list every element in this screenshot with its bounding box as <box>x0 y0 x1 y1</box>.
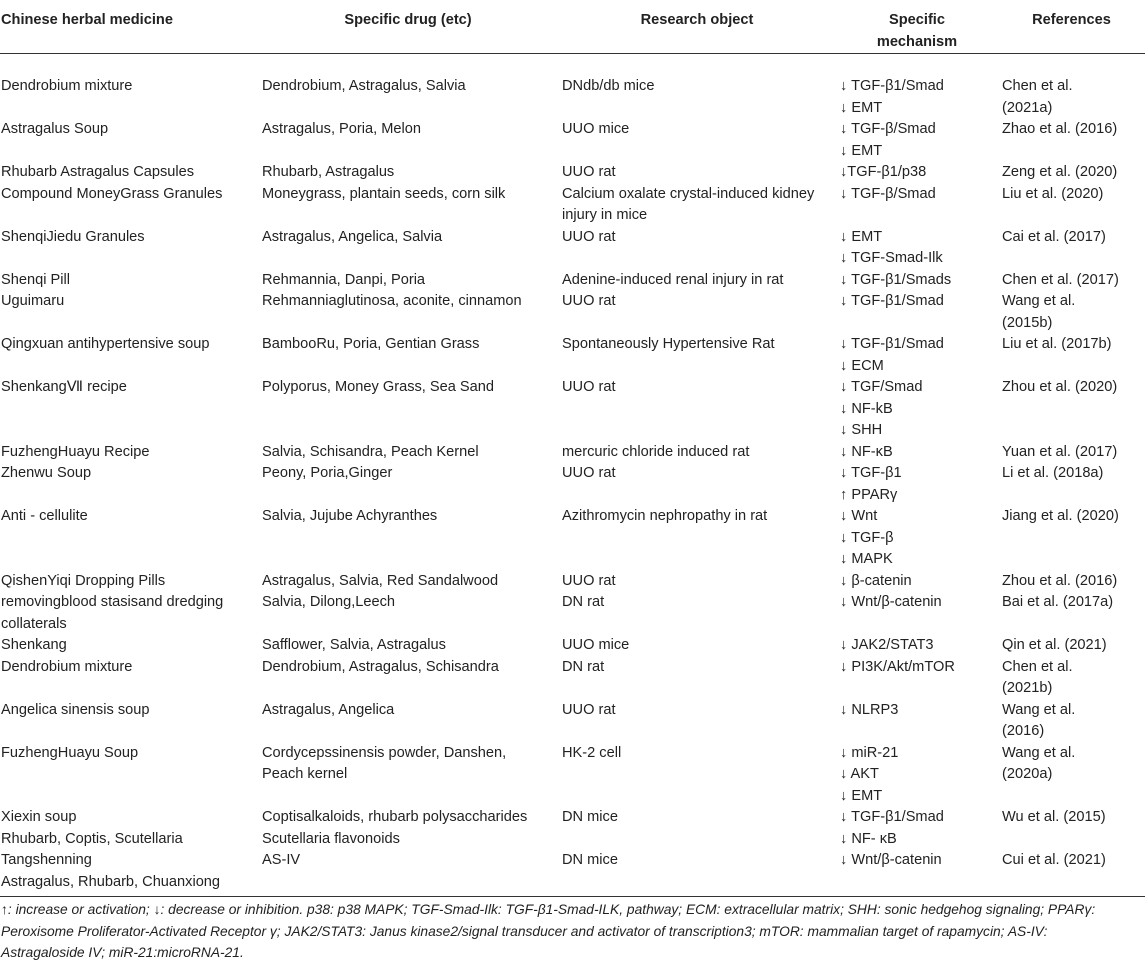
cell-reference-line: Liu et al. (2020) <box>1002 185 1104 202</box>
cell-drug-line: Astragalus, Angelica <box>262 701 395 718</box>
cell-research-object <box>558 700 836 743</box>
cell-research-object-line: UUO rat <box>562 164 616 180</box>
cell-mechanism <box>836 700 998 743</box>
cell-research-object-line: DN mice <box>562 809 618 825</box>
cell-drug-line: Rehmanniaglutinosa, aconite, cinnamon <box>262 293 522 309</box>
cell-drug <box>258 119 558 162</box>
cell-mechanism-line: ↓TGF-β1/p38 <box>840 164 927 180</box>
cell-drug-line: Safflower, Salvia, Astragalus <box>262 637 446 653</box>
cell-research-object-line: mercuric chloride induced rat <box>562 443 750 460</box>
cell-reference-line: Wang et al. <box>1002 293 1076 309</box>
cell-drug-line: Peony, Poria,Ginger <box>262 465 393 481</box>
table-body <box>0 54 1145 897</box>
cell-reference <box>998 463 1145 506</box>
cell-mechanism-line: ↓ β-catenin <box>840 572 912 589</box>
cell-reference-line: Chen et al. (2017) <box>1002 271 1119 288</box>
cell-medicine <box>0 592 258 635</box>
cell-mechanism-line: ↓ MAPK <box>840 551 893 567</box>
cell-research-object-line: Calcium oxalate crystal-induced kidney <box>562 185 815 202</box>
cell-mechanism-line: ↓ TGF-β1/Smad <box>840 293 944 309</box>
header-research-object: Research object <box>558 0 836 54</box>
cell-drug-line: Peach kernel <box>262 766 348 782</box>
cell-research-object-line: HK-2 cell <box>562 744 622 761</box>
cell-reference-line: Bai et al. (2017a) <box>1002 594 1114 610</box>
cell-drug <box>258 592 558 635</box>
cell-reference-line: Chen et al. <box>1002 658 1073 675</box>
cell-medicine <box>0 162 258 184</box>
cell-drug <box>258 635 558 657</box>
cell-medicine-line: Shenqi Pill <box>1 271 70 288</box>
cell-reference-line: Wang et al. <box>1002 744 1076 761</box>
cell-medicine-line: Rhubarb Astragalus Capsules <box>1 164 195 180</box>
table-row <box>0 184 1145 227</box>
header-chinese-herbal-medicine: Chinese herbal medicine <box>0 0 258 54</box>
cell-medicine-line: Anti - cellulite <box>1 508 88 524</box>
table-row <box>0 743 1145 808</box>
cell-medicine <box>0 54 258 120</box>
cell-research-object <box>558 506 836 571</box>
cell-research-object <box>558 184 836 227</box>
cell-reference-line: (2021b) <box>1002 680 1053 696</box>
cell-research-object-line: UUO rat <box>562 228 616 245</box>
cell-reference <box>998 743 1145 808</box>
cell-mechanism <box>836 270 998 292</box>
cell-reference-line: Wang et al. <box>1002 701 1076 718</box>
table-row <box>0 162 1145 184</box>
cell-mechanism <box>836 442 998 464</box>
cell-drug-line: Scutellaria flavonoids <box>262 830 400 847</box>
cell-medicine-line: collaterals <box>1 615 67 632</box>
table-row <box>0 571 1145 593</box>
cell-drug-line: BambooRu, Poria, Gentian Grass <box>262 336 480 352</box>
cell-research-object <box>558 291 836 334</box>
cell-mechanism-line: ↓ EMT <box>840 99 883 116</box>
cell-research-object <box>558 334 836 377</box>
cell-drug-line: Dendrobium, Astragalus, Salvia <box>262 78 466 94</box>
cell-reference <box>998 377 1145 442</box>
cell-medicine <box>0 506 258 571</box>
table-row <box>0 334 1145 377</box>
cell-medicine <box>0 700 258 743</box>
cell-drug <box>258 377 558 442</box>
cell-medicine-line: Compound MoneyGrass Granules <box>1 185 223 202</box>
cell-medicine <box>0 571 258 593</box>
cell-medicine <box>0 119 258 162</box>
cell-reference-line: (2016) <box>1002 723 1045 739</box>
cell-drug <box>258 463 558 506</box>
cell-drug-line: Dendrobium, Astragalus, Schisandra <box>262 658 499 675</box>
cell-mechanism <box>836 506 998 571</box>
cell-medicine-line: Astragalus, Rhubarb, Chuanxiong <box>1 873 221 890</box>
cell-reference-line: (2021a) <box>1002 99 1053 116</box>
cell-mechanism <box>836 657 998 700</box>
cell-reference <box>998 162 1145 184</box>
cell-medicine-line: Qingxuan antihypertensive soup <box>1 336 210 352</box>
cell-research-object-line: Spontaneously Hypertensive Rat <box>562 336 775 352</box>
footnote-line: Astragaloside IV; miR-21:microRNA-21. <box>1 945 244 960</box>
cell-drug-line: Moneygrass, plantain seeds, corn silk <box>262 185 506 202</box>
cell-research-object-line: UUO rat <box>562 465 616 481</box>
cell-reference-line: Jiang et al. (2020) <box>1002 508 1119 524</box>
table-row <box>0 119 1145 162</box>
cell-medicine-line: ShenkangⅦ recipe <box>1 379 127 395</box>
table-row <box>0 592 1145 635</box>
cell-drug <box>258 743 558 808</box>
cell-medicine <box>0 291 258 334</box>
cell-mechanism <box>836 592 998 635</box>
cell-medicine-line: Angelica sinensis soup <box>1 701 150 718</box>
cell-mechanism <box>836 807 998 850</box>
cell-medicine-line: Astragalus Soup <box>1 121 109 137</box>
cell-mechanism <box>836 571 998 593</box>
cell-medicine-line: Dendrobium mixture <box>1 78 133 94</box>
footnote-line: Peroxisome Proliferator-Activated Receptor γ; JAK2/STAT3: Janus kinase2/signal transducer and activator of transcription3; mTOR: mammalian target of rapamycin; AS-IV: <box>1 923 1048 939</box>
cell-drug-line: Cordycepssinensis powder, Danshen, <box>262 744 507 761</box>
cell-research-object-line: DN mice <box>562 852 618 868</box>
cell-medicine-line: QishenYiqi Dropping Pills <box>1 572 166 589</box>
cell-mechanism-line: ↓ ECM <box>840 357 884 374</box>
cell-mechanism <box>836 119 998 162</box>
cell-medicine <box>0 463 258 506</box>
cell-drug <box>258 227 558 270</box>
cell-medicine <box>0 442 258 464</box>
cell-research-object <box>558 743 836 808</box>
cell-research-object <box>558 227 836 270</box>
cell-mechanism-line: ↓ JAK2/STAT3 <box>840 637 934 653</box>
cell-medicine <box>0 270 258 292</box>
cell-medicine <box>0 807 258 850</box>
cell-drug-line: Salvia, Jujube Achyranthes <box>262 508 438 524</box>
cell-mechanism-line: ↓ TGF-β1/Smad <box>840 809 944 825</box>
cell-research-object <box>558 850 836 897</box>
cell-medicine <box>0 635 258 657</box>
cell-research-object-line: UUO mice <box>562 637 630 653</box>
cell-reference <box>998 850 1145 897</box>
cell-research-object-line: UUO rat <box>562 379 616 395</box>
cell-reference-line: (2020a) <box>1002 766 1053 782</box>
cell-research-object <box>558 162 836 184</box>
cell-research-object <box>558 807 836 850</box>
cell-medicine-line: removingblood stasisand dredging <box>1 594 224 610</box>
cell-reference-line: Zhao et al. (2016) <box>1002 121 1118 137</box>
table-row <box>0 850 1145 897</box>
cell-reference <box>998 54 1145 120</box>
cell-medicine <box>0 850 258 897</box>
cell-reference-line: Zhou et al. (2016) <box>1002 572 1118 589</box>
cell-medicine <box>0 227 258 270</box>
cell-medicine <box>0 334 258 377</box>
cell-reference-line: (2015b) <box>1002 314 1053 331</box>
cell-mechanism-line: ↓ TGF-Smad-Ilk <box>840 250 943 266</box>
cell-mechanism-line: ↓ TGF-β/Smad <box>840 185 936 202</box>
cell-mechanism-line: ↓ NF- κB <box>840 830 897 847</box>
cell-mechanism <box>836 334 998 377</box>
cell-reference-line: Yuan et al. (2017) <box>1002 443 1118 460</box>
cell-reference <box>998 334 1145 377</box>
cell-mechanism-line: ↓ NF-kB <box>840 400 893 417</box>
cell-drug <box>258 54 558 120</box>
cell-research-object <box>558 270 836 292</box>
cell-research-object <box>558 571 836 593</box>
cell-research-object-line: Adenine-induced renal injury in rat <box>562 271 784 288</box>
cell-mechanism <box>836 227 998 270</box>
cell-reference <box>998 184 1145 227</box>
table-footnote <box>1 899 1136 964</box>
cell-mechanism-line: ↓ AKT <box>840 766 879 782</box>
cell-mechanism-line: ↓ SHH <box>840 422 883 438</box>
cell-drug-line: Astragalus, Angelica, Salvia <box>262 228 443 245</box>
cell-medicine-line: Uguimaru <box>1 293 65 309</box>
cell-drug-line: Rehmannia, Danpi, Poria <box>262 271 426 288</box>
cell-research-object <box>558 463 836 506</box>
cell-drug-line: Astragalus, Poria, Melon <box>262 121 421 137</box>
cell-mechanism-line: ↓ NF-κB <box>840 443 893 460</box>
footnote-line: ↑: increase or activation; ↓: decrease or inhibition. p38: p38 MAPK; TGF-Smad-Ilk: TGF-β1-Smad-ILK, pathway; ECM: extracellular matrix; SHH: sonic hedgehog signaling; PPARγ: <box>1 902 1096 917</box>
cell-reference <box>998 442 1145 464</box>
cell-mechanism-line: ↓ Wnt/β-catenin <box>840 594 942 610</box>
cell-reference <box>998 592 1145 635</box>
cell-mechanism <box>836 743 998 808</box>
cell-research-object-line: UUO rat <box>562 293 616 309</box>
cell-drug-line: AS-IV <box>262 852 301 868</box>
cell-reference-line: Qin et al. (2021) <box>1002 637 1107 653</box>
cell-mechanism-line: ↓ NLRP3 <box>840 701 899 718</box>
cell-mechanism-line: ↓ Wnt <box>840 508 878 524</box>
table-row <box>0 54 1145 120</box>
cell-mechanism <box>836 184 998 227</box>
cell-reference <box>998 700 1145 743</box>
cell-research-object-line: DN rat <box>562 594 605 610</box>
table-row <box>0 270 1145 292</box>
cell-mechanism-line: ↓ TGF-β1/Smad <box>840 336 944 352</box>
cell-mechanism <box>836 850 998 897</box>
cell-research-object-line: injury in mice <box>562 207 648 223</box>
cell-mechanism-line: ↓ EMT <box>840 787 883 804</box>
cell-reference-line: Cai et al. (2017) <box>1002 228 1106 245</box>
cell-reference <box>998 635 1145 657</box>
cell-drug <box>258 291 558 334</box>
table-header-row <box>0 0 1145 54</box>
cell-drug <box>258 442 558 464</box>
header-references: References <box>998 0 1145 54</box>
cell-research-object <box>558 442 836 464</box>
cell-drug <box>258 270 558 292</box>
cell-mechanism-line: ↓ TGF-β <box>840 529 894 546</box>
cell-reference <box>998 807 1145 850</box>
cell-research-object <box>558 592 836 635</box>
cell-reference-line: Cui et al. (2021) <box>1002 852 1106 868</box>
table-row <box>0 227 1145 270</box>
cell-reference <box>998 270 1145 292</box>
cell-drug-line: Polyporus, Money Grass, Sea Sand <box>262 379 494 395</box>
cell-mechanism-line: ↓ TGF-β1/Smads <box>840 271 952 288</box>
table-row <box>0 377 1145 442</box>
cell-mechanism-line: ↑ PPARγ <box>840 486 898 503</box>
cell-drug-line: Rhubarb, Astragalus <box>262 164 395 180</box>
cell-medicine-line: Dendrobium mixture <box>1 658 133 675</box>
cell-research-object <box>558 657 836 700</box>
table-row <box>0 807 1145 850</box>
cell-mechanism-line: ↓ Wnt/β-catenin <box>840 852 942 868</box>
cell-research-object-line: UUO mice <box>562 121 630 137</box>
cell-mechanism <box>836 635 998 657</box>
cell-reference <box>998 571 1145 593</box>
cell-drug <box>258 184 558 227</box>
cell-mechanism-line: ↓ EMT <box>840 142 883 159</box>
cell-mechanism <box>836 54 998 120</box>
table-row <box>0 700 1145 743</box>
cell-reference <box>998 291 1145 334</box>
cell-reference-line: Wu et al. (2015) <box>1002 809 1106 825</box>
cell-mechanism <box>836 291 998 334</box>
cell-drug <box>258 162 558 184</box>
cell-medicine-line: Tangshenning <box>1 852 92 868</box>
cell-research-object <box>558 635 836 657</box>
cell-research-object <box>558 119 836 162</box>
header-specific-mechanism: Specific mechanism <box>836 0 998 54</box>
cell-medicine <box>0 184 258 227</box>
cell-mechanism-line: ↓ TGF-β1/Smad <box>840 78 944 94</box>
cell-medicine-line: Zhenwu Soup <box>1 465 92 481</box>
table-row <box>0 291 1145 334</box>
cell-medicine <box>0 657 258 700</box>
cell-medicine-line: FuzhengHuayu Recipe <box>1 443 150 460</box>
cell-reference-line: Zhou et al. (2020) <box>1002 379 1118 395</box>
table-row <box>0 506 1145 571</box>
cell-medicine <box>0 743 258 808</box>
cell-medicine <box>0 377 258 442</box>
cell-research-object-line: DN rat <box>562 658 605 675</box>
cell-mechanism <box>836 377 998 442</box>
cell-drug <box>258 700 558 743</box>
cell-mechanism <box>836 463 998 506</box>
cell-reference <box>998 227 1145 270</box>
cell-research-object-line: DNdb/db mice <box>562 78 655 94</box>
cell-drug <box>258 334 558 377</box>
cell-reference-line: Liu et al. (2017b) <box>1002 336 1112 352</box>
cell-mechanism-line: ↓ TGF-β1 <box>840 465 902 481</box>
cell-reference-line: Zeng et al. (2020) <box>1002 164 1118 180</box>
cell-medicine-line: FuzhengHuayu Soup <box>1 744 139 761</box>
table-row <box>0 442 1145 464</box>
cell-drug <box>258 807 558 850</box>
cell-drug <box>258 850 558 897</box>
cell-medicine-line: Shenkang <box>1 637 67 653</box>
cell-drug-line: Salvia, Dilong,Leech <box>262 594 396 610</box>
table-row <box>0 635 1145 657</box>
header-specific-drug: Specific drug (etc) <box>258 0 558 54</box>
cell-medicine-line: ShenqiJiedu Granules <box>1 228 145 245</box>
cell-reference <box>998 506 1145 571</box>
cell-drug <box>258 657 558 700</box>
cell-drug <box>258 506 558 571</box>
cell-reference-line: Li et al. (2018a) <box>1002 465 1104 481</box>
cell-mechanism-line: ↓ TGF/Smad <box>840 379 923 395</box>
cell-reference <box>998 657 1145 700</box>
cell-medicine-line: Rhubarb, Coptis, Scutellaria <box>1 830 183 847</box>
cell-mechanism-line: ↓ TGF-β/Smad <box>840 121 936 137</box>
cell-research-object <box>558 377 836 442</box>
table-row <box>0 463 1145 506</box>
cell-drug-line: Salvia, Schisandra, Peach Kernel <box>262 443 479 460</box>
cell-drug-line: Coptisalkaloids, rhubarb polysaccharides <box>262 809 528 825</box>
cell-drug <box>258 571 558 593</box>
cell-research-object-line: UUO rat <box>562 701 616 718</box>
cell-mechanism-line: ↓ PI3K/Akt/mTOR <box>840 658 955 675</box>
cell-mechanism <box>836 162 998 184</box>
cell-reference-line: Chen et al. <box>1002 78 1073 94</box>
cell-drug-line: Astragalus, Salvia, Red Sandalwood <box>262 572 499 589</box>
cell-research-object-line: Azithromycin nephropathy in rat <box>562 508 768 524</box>
cell-medicine-line: Xiexin soup <box>1 809 77 825</box>
cell-mechanism-line: ↓ EMT <box>840 228 883 245</box>
cell-reference <box>998 119 1145 162</box>
cell-research-object-line: UUO rat <box>562 572 616 589</box>
cell-mechanism-line: ↓ miR-21 <box>840 744 899 761</box>
cell-research-object <box>558 54 836 120</box>
table-row <box>0 657 1145 700</box>
